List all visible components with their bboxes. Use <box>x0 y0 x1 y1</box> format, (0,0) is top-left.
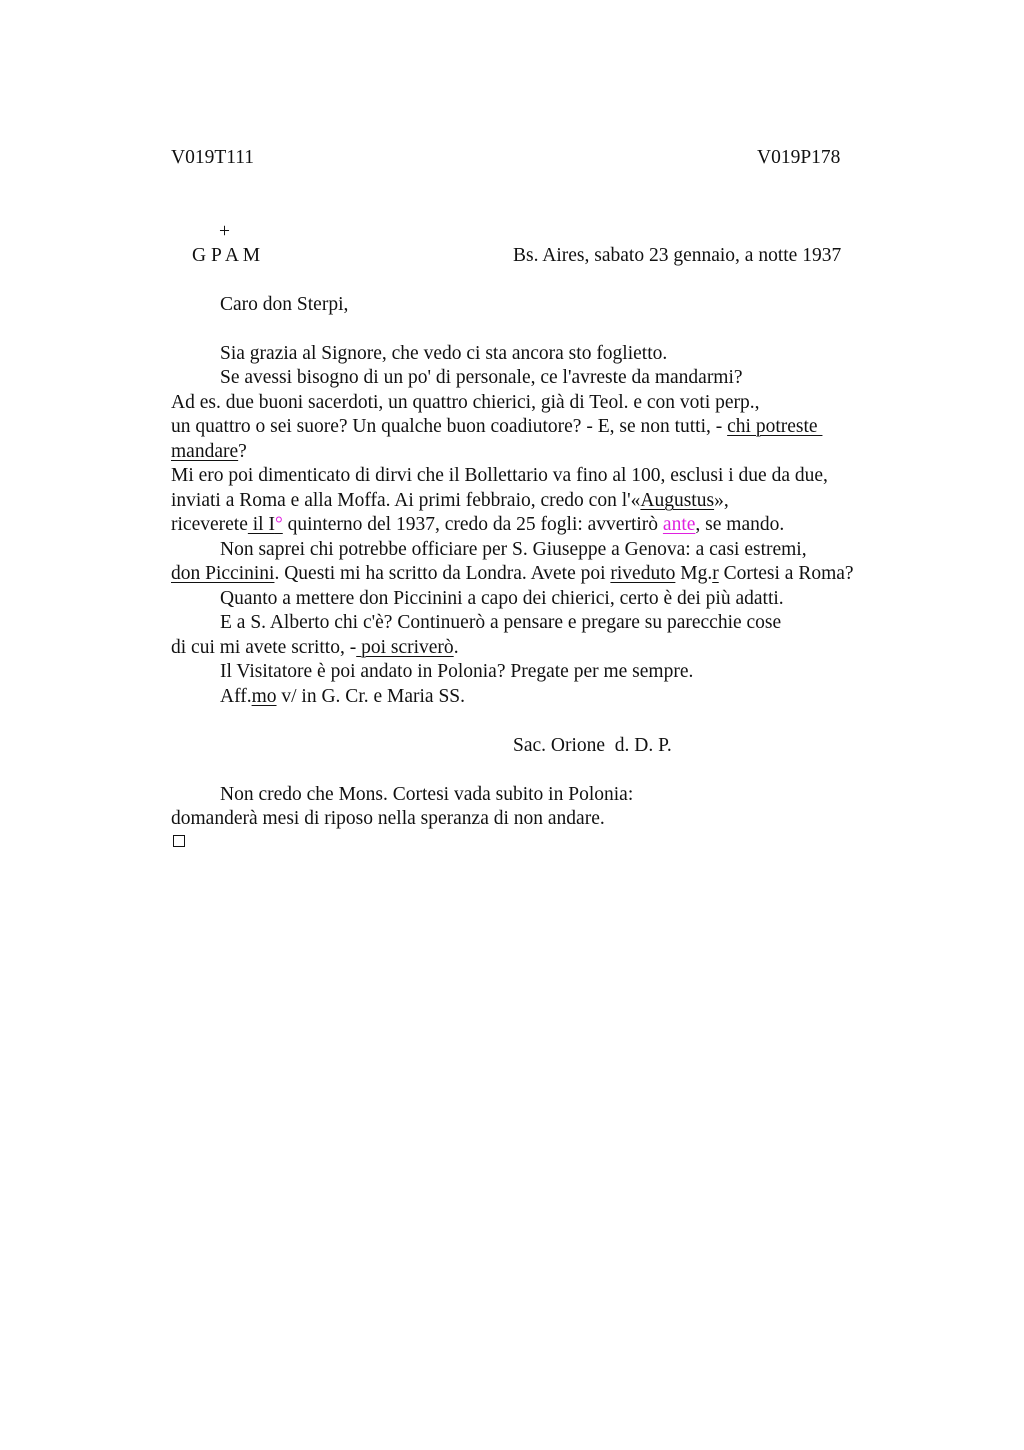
text-run: di cui mi avete scritto, - <box>171 637 357 658</box>
text-run: un quattro o sei suore? Un qualche buon coadiutore? - E, se non tutti, - <box>171 416 728 437</box>
underlined-text: mo <box>251 686 277 707</box>
underlined-text <box>248 514 283 535</box>
text-run: . Questi mi ha scritto da Londra. Avete poi <box>274 563 611 584</box>
letterhead-initials: G P A M <box>192 245 261 266</box>
document-code-right: V019P178 <box>757 147 841 168</box>
body-line <box>171 415 822 439</box>
underlined-text: riveduto <box>610 563 676 584</box>
text-run: ? <box>238 441 247 462</box>
postscript-line: Non credo che Mons. Cortesi vada subito in Polonia: <box>220 784 634 805</box>
body-line <box>171 440 247 464</box>
document-code-left: V019T111 <box>171 147 255 168</box>
text-run: . <box>453 637 459 658</box>
body-line <box>171 636 459 660</box>
body-line: Se avessi bisogno di un po' di personale, ce l'avreste da mandarmi? <box>220 367 743 388</box>
text-run: Aff. <box>220 686 252 707</box>
text-run: v/ in G. Cr. e Maria SS. <box>276 686 466 707</box>
text-run: , se mando. <box>695 514 785 535</box>
text-run: inviati a Roma e alla Moffa. Ai primi febbraio, credo con l'« <box>171 490 641 511</box>
end-marker-box <box>173 835 185 847</box>
underlined-text: Augustus <box>640 490 715 511</box>
text-run: », <box>714 490 729 511</box>
cross-mark: + <box>219 221 230 242</box>
body-line <box>171 562 854 586</box>
body-line: Sia grazia al Signore, che vedo ci sta ancora sto foglietto. <box>220 343 668 364</box>
underlined-text: r <box>712 563 719 584</box>
degree-mark: ° <box>274 514 283 535</box>
text-run: Mg. <box>675 563 713 584</box>
body-line: E a S. Alberto chi c'è? Continuerò a pensare e pregare su parecchie cose <box>220 612 782 633</box>
highlighted-text: ante <box>662 514 696 535</box>
closing-line <box>220 685 465 709</box>
text-run: Cortesi a Roma? <box>718 563 854 584</box>
postscript-line: domanderà mesi di riposo nella speranza di non andare. <box>171 808 605 829</box>
underlined-text: poi scriverò <box>356 637 454 658</box>
text-run: riceverete <box>171 514 248 535</box>
body-line: Quanto a mettere don Piccinini a capo dei chierici, certo è dei più adatti. <box>220 588 784 609</box>
underlined-text: chi potreste <box>727 416 823 437</box>
body-line: Ad es. due buoni sacerdoti, un quattro chierici, già di Teol. e con voti perp., <box>171 392 760 413</box>
body-line: Mi ero poi dimenticato di dirvi che il Bollettario va fino al 100, esclusi i due da due, <box>171 465 828 486</box>
body-line: Il Visitatore è poi andato in Polonia? Pregate per me sempre. <box>220 661 694 682</box>
text-run: quinterno del 1937, credo da 25 fogli: avvertirò <box>282 514 663 535</box>
greeting: Caro don Sterpi, <box>220 294 349 315</box>
underlined-text: don Piccinini <box>171 563 275 584</box>
signature: Sac. Orione d. D. P. <box>513 735 672 756</box>
text-run: il I <box>247 514 275 535</box>
body-line <box>171 513 784 537</box>
body-line <box>171 489 729 513</box>
body-line: Non saprei chi potrebbe officiare per S. Giuseppe a Genova: a casi estremi, <box>220 539 807 560</box>
place-date: Bs. Aires, sabato 23 gennaio, a notte 1937 <box>513 245 842 266</box>
underlined-text: mandare <box>171 441 239 462</box>
